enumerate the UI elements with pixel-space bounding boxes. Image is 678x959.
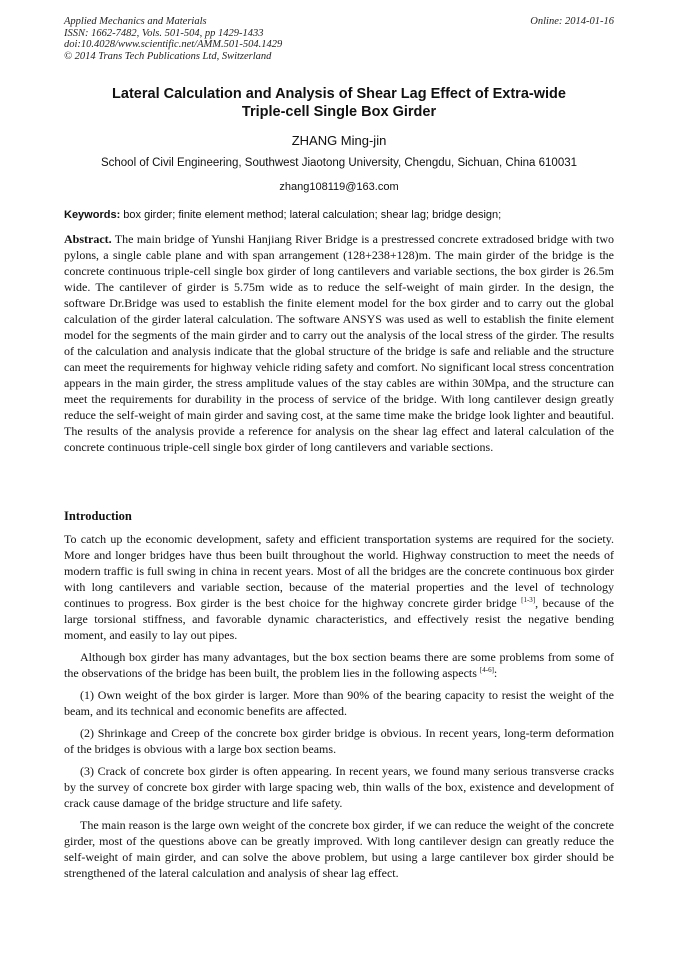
abstract [64, 231, 614, 455]
intro-paragraph-3: (1) Own weight of the box girder is larger. More than 90% of the bearing capacity to resist the weight of the beam, and its technical and economic benefits are affected. [64, 688, 614, 718]
author-email: zhang108119@163.com [279, 181, 399, 193]
author-name: ZHANG Ming-jin [291, 133, 387, 148]
paper-title [64, 85, 614, 121]
author-affiliation: School of Civil Engineering, Southwest Jiaotong University, Chengdu, Sichuan, China 610031 [100, 157, 578, 169]
keywords-text: box girder; finite element method; lateral calculation; shear lag; bridge design; [120, 209, 502, 221]
online-date: Online: 2014-01-16 [530, 16, 614, 27]
title-line-2: Triple-cell Single Box Girder [241, 104, 437, 120]
introduction-body [64, 531, 614, 887]
introduction-heading: Introduction [64, 509, 132, 523]
doi-line: doi:10.4028/www.scientific.net/AMM.501-504.1429 [64, 39, 283, 50]
intro-paragraph-4: (2) Shrinkage and Creep of the concrete box girder bridge is obvious. In recent years, long-term deformation of the bridges is obvious with a large box section beams. [64, 726, 614, 756]
intro-paragraph-2 [64, 649, 614, 681]
intro-p2-text-a: Although box girder has many advantages, but the box section beams there are some problems from some of the observations of the bridge has been built, the problem lies in the following aspects [64, 650, 614, 680]
copyright-line: © 2014 Trans Tech Publications Ltd, Switzerland [64, 50, 272, 62]
keywords-line [64, 209, 614, 221]
issn-line: ISSN: 1662-7482, Vols. 501-504, pp 1429-1433 [64, 27, 264, 39]
intro-paragraph-5: (3) Crack of concrete box girder is often appearing. In recent years, we found many serious transverse cracks by the survey of concrete box girder with large spacing web, thin walls of the box, existence and development of crack cause damage of the bridge structure and life safety. [64, 764, 614, 810]
intro-p1-text-b: , because of the large torsional stiffness, and favorable dynamic characteristics, and effectively resist the negative bending moment, and easily to lay out pipes. [64, 596, 614, 642]
citation-ref-4-6: [4-6] [479, 666, 494, 674]
citation-ref-1-3: [1-3] [521, 596, 536, 604]
title-line-1: Lateral Calculation and Analysis of Shear Lag Effect of Extra-wide [112, 86, 566, 102]
intro-p2-text-b: : [493, 666, 498, 680]
intro-paragraph-1 [64, 531, 614, 643]
abstract-text: The main bridge of Yunshi Hanjiang River Bridge is a prestressed concrete extradosed bridge with two pylons, a single cable plane and with span arrangement (128+238+128)m. The main girder of the bridge is the concrete continuous triple-cell single box girder of long cantilevers and variable sections, the box girder is 26.5m wide. The cantilever of girder is 5.75m wide as to reduce the self-weight of main girder. In the design, the software Dr.Bridge was used to establish the finite element model for the box girder and to carry out the global calculation of the girder lateral calculation. The software ANSYS was used as well to establish the finite element model for the segments of the main girder and to carry out the analysis of the local stress of the girder. The results of the calculation and analysis indicate that the global structure of the bridge is safe and reliable and the structure can meet the requirements for highway vehicle riding safety and comfort. No significant local stress concentration appears in the main girder, the stress amplitude values of the stay cables are within 30Mpa, and the structure can meet the requirements for durability in the process of service of the bridge. With long cantilever design greatly reduce the self-weight of main girder and saving cost, at the same time make the bridge look lighter and beautiful. The results of the analysis provide a reference for analysis on the shear lag effect and lateral calculation of the concrete continuous triple-cell single box girder of long cantilevers and variable sections. [64, 232, 614, 454]
keywords-label: Keywords: [64, 209, 121, 221]
journal-name: Applied Mechanics and Materials [64, 16, 207, 27]
intro-p1-text-a: To catch up the economic development, safety and efficient transportation systems are required for the society. More and longer bridges have thus been built throughout the world. Highway construction to meet the needs of modern traffic is full swing in china in recent years. Most of all the bridges are the concrete continuous box girder with long cantilevers and variable section, because of the material properties and the level of technology continues to progress. Box girder is the best choice for the highway concrete girder bridge [64, 532, 614, 610]
intro-paragraph-6: The main reason is the large own weight of the concrete box girder, if we can reduce the weight of the concrete girder, most of the questions above can be greatly improved. With long cantilever design can greatly reduce the self-weight of main girder, and can solve the above problem, but using a large cantilever box girder should be strengthened of the lateral calculation and analysis of shear lag effect. [64, 818, 614, 880]
abstract-label: Abstract. [64, 232, 112, 246]
journal-header [64, 16, 614, 62]
